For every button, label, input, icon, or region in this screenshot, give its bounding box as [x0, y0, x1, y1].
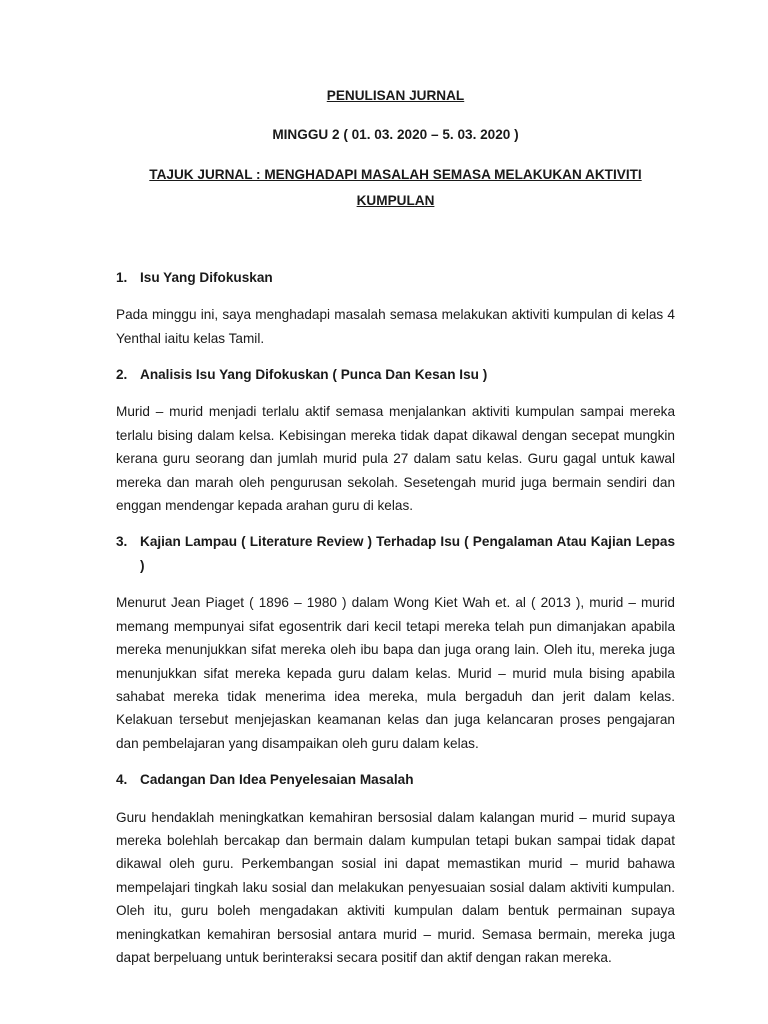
section-heading — [116, 530, 675, 577]
section-paragraph: Murid – murid menjadi terlalu aktif semasa menjalankan aktiviti kumpulan sampai mereka terlalu bising dalam kelsa. Kebisingan mereka tidak dapat dikawal dengan secepat mungkin kerana guru seorang dan jumlah murid pula 27 dalam satu kelas. Guru gagal untuk kawal mereka dan marah oleh pengurusan sekolah. Sesetengah murid juga bermain sendiri dan enggan mendengar kepada arahan guru di kelas. — [116, 404, 675, 514]
document-body — [116, 84, 675, 969]
section-number: 3. — [116, 534, 128, 550]
section-paragraph: Guru hendaklah meningkatkan kemahiran bersosial dalam kalangan murid – murid supaya mereka bolehlah bercakap dan bermain dalam kumpulan tetapi bukan sampai tidak dapat dikawal oleh guru. Perkembangan sosial ini dapat memastikan murid – murid bahawa mempelajari tingkah laku sosial dan melakukan penyesuaian sosial dalam aktiviti kumpulan. Oleh itu, guru boleh mengadakan aktiviti kumpulan dalam bentuk permainan supaya meningkatkan kemahiran bersosial antara murid – murid. Semasa bermain, mereka juga dapat berpeluang untuk berinteraksi secara positif dan aktif dengan rakan mereka. — [116, 809, 675, 965]
section-heading — [116, 768, 675, 791]
section-1 — [116, 266, 675, 350]
section-heading-text: Isu Yang Difokuskan — [140, 269, 273, 285]
section-heading — [116, 363, 675, 386]
section-heading-text: Cadangan Dan Idea Penyelesaian Masalah — [140, 772, 414, 788]
section-heading — [116, 266, 675, 289]
section-number: 1. — [116, 269, 128, 285]
section-heading-text: Kajian Lampau ( Literature Review ) Terhadap Isu ( Pengalaman Atau Kajian Lepas ) — [140, 534, 675, 573]
section-paragraph: Menurut Jean Piaget ( 1896 – 1980 ) dalam Wong Kiet Wah et. al ( 2013 ), murid – murid memang mempunyai sifat egosentrik dari kecil tetapi mereka telah pun dimanjakan apabila mereka menunjukkan sifat mereka oleh ibu bapa dan juga orang lain. Oleh itu, mereka juga menunjukkan sifat mereka kepada guru dalam kelas. Murid – murid mula bising apabila sahabat mereka tidak menerima idea mereka, mula bergaduh dan jerit dalam kelas. Kelakuan tersebut menjejaskan keamanan kelas dan juga kelancaran proses pengajaran dan pembelajaran yang disampaikan oleh guru dalam kelas. — [116, 595, 675, 751]
section-heading-text: Analisis Isu Yang Difokuskan ( Punca Dan Kesan Isu ) — [140, 367, 488, 383]
section-3 — [116, 530, 675, 755]
journal-topic: TAJUK JURNAL : MENGHADAPI MASALAH SEMASA MELAKUKAN AKTIVITI KUMPULAN — [149, 166, 642, 208]
section-4 — [116, 768, 675, 969]
section-number: 4. — [116, 772, 128, 788]
document-title: PENULISAN JURNAL — [326, 88, 465, 103]
document-subtitle: MINGGU 2 ( 01. 03. 2020 – 5. 03. 2020 ) — [272, 127, 519, 143]
section-number: 2. — [116, 367, 128, 383]
section-2 — [116, 363, 675, 517]
section-paragraph: Pada minggu ini, saya menghadapi masalah semasa melakukan aktiviti kumpulan di kelas 4 Yenthal iaitu kelas Tamil. — [116, 307, 675, 346]
